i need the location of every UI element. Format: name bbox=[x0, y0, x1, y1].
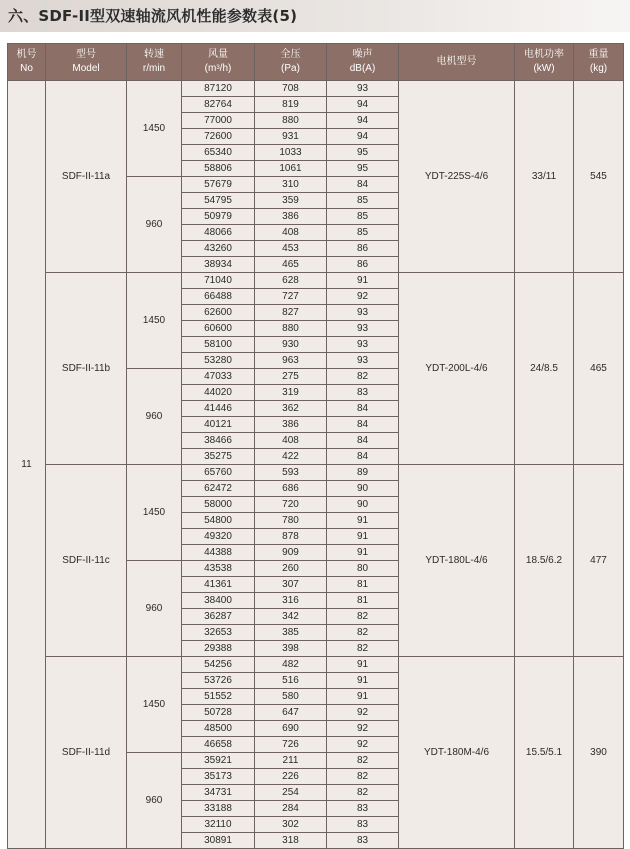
table-body bbox=[8, 81, 624, 849]
table-row bbox=[8, 465, 624, 481]
page-title: 六、SDF-II型双速轴流风机性能参数表(5) bbox=[0, 0, 630, 32]
header-power: 电机功率 (kW) bbox=[515, 44, 574, 81]
noise-cell: 83 bbox=[327, 833, 399, 849]
speed-cell: 1450 bbox=[127, 81, 182, 177]
noise-cell: 82 bbox=[327, 625, 399, 641]
airflow-cell: 60600 bbox=[182, 321, 255, 337]
noise-cell: 81 bbox=[327, 577, 399, 593]
pressure-cell: 880 bbox=[255, 113, 327, 129]
noise-cell: 92 bbox=[327, 705, 399, 721]
speed-cell: 1450 bbox=[127, 657, 182, 753]
weight-cell: 477 bbox=[574, 465, 624, 657]
noise-cell: 92 bbox=[327, 721, 399, 737]
noise-cell: 92 bbox=[327, 289, 399, 305]
airflow-cell: 44020 bbox=[182, 385, 255, 401]
airflow-cell: 43260 bbox=[182, 241, 255, 257]
header-noise: 噪声 dB(A) bbox=[327, 44, 399, 81]
pressure-cell: 963 bbox=[255, 353, 327, 369]
noise-cell: 84 bbox=[327, 401, 399, 417]
airflow-cell: 38466 bbox=[182, 433, 255, 449]
table-row bbox=[8, 81, 624, 97]
speed-cell: 960 bbox=[127, 369, 182, 465]
airflow-cell: 54800 bbox=[182, 513, 255, 529]
speed-cell: 960 bbox=[127, 753, 182, 849]
noise-cell: 94 bbox=[327, 97, 399, 113]
noise-cell: 85 bbox=[327, 225, 399, 241]
noise-cell: 91 bbox=[327, 529, 399, 545]
noise-cell: 93 bbox=[327, 305, 399, 321]
noise-cell: 81 bbox=[327, 593, 399, 609]
airflow-cell: 71040 bbox=[182, 273, 255, 289]
performance-table bbox=[7, 43, 624, 849]
pressure-cell: 318 bbox=[255, 833, 327, 849]
table-row bbox=[8, 657, 624, 673]
pressure-cell: 780 bbox=[255, 513, 327, 529]
airflow-cell: 51552 bbox=[182, 689, 255, 705]
airflow-cell: 38934 bbox=[182, 257, 255, 273]
power-cell: 33/11 bbox=[515, 81, 574, 273]
airflow-cell: 58000 bbox=[182, 497, 255, 513]
speed-cell: 1450 bbox=[127, 465, 182, 561]
noise-cell: 83 bbox=[327, 801, 399, 817]
airflow-cell: 34731 bbox=[182, 785, 255, 801]
airflow-cell: 49320 bbox=[182, 529, 255, 545]
speed-cell: 960 bbox=[127, 177, 182, 273]
pressure-cell: 453 bbox=[255, 241, 327, 257]
pressure-cell: 319 bbox=[255, 385, 327, 401]
pressure-cell: 385 bbox=[255, 625, 327, 641]
airflow-cell: 41446 bbox=[182, 401, 255, 417]
power-cell: 18.5/6.2 bbox=[515, 465, 574, 657]
noise-cell: 91 bbox=[327, 273, 399, 289]
header-speed: 转速 r/min bbox=[127, 44, 182, 81]
pressure-cell: 386 bbox=[255, 209, 327, 225]
header-weight: 重量 (kg) bbox=[574, 44, 624, 81]
speed-cell: 1450 bbox=[127, 273, 182, 369]
airflow-cell: 65760 bbox=[182, 465, 255, 481]
pressure-cell: 284 bbox=[255, 801, 327, 817]
pressure-cell: 1033 bbox=[255, 145, 327, 161]
noise-cell: 93 bbox=[327, 353, 399, 369]
airflow-cell: 35275 bbox=[182, 449, 255, 465]
noise-cell: 84 bbox=[327, 449, 399, 465]
noise-cell: 82 bbox=[327, 769, 399, 785]
airflow-cell: 35173 bbox=[182, 769, 255, 785]
pressure-cell: 690 bbox=[255, 721, 327, 737]
airflow-cell: 48066 bbox=[182, 225, 255, 241]
machine-no-cell: 11 bbox=[8, 81, 46, 849]
header-model: 型号 Model bbox=[46, 44, 127, 81]
pressure-cell: 726 bbox=[255, 737, 327, 753]
airflow-cell: 72600 bbox=[182, 129, 255, 145]
model-cell: SDF-II-11c bbox=[46, 465, 127, 657]
pressure-cell: 254 bbox=[255, 785, 327, 801]
airflow-cell: 66488 bbox=[182, 289, 255, 305]
pressure-cell: 1061 bbox=[255, 161, 327, 177]
noise-cell: 82 bbox=[327, 641, 399, 657]
model-cell: SDF-II-11b bbox=[46, 273, 127, 465]
weight-cell: 390 bbox=[574, 657, 624, 849]
pressure-cell: 880 bbox=[255, 321, 327, 337]
airflow-cell: 77000 bbox=[182, 113, 255, 129]
pressure-cell: 465 bbox=[255, 257, 327, 273]
weight-cell: 545 bbox=[574, 81, 624, 273]
noise-cell: 93 bbox=[327, 337, 399, 353]
noise-cell: 85 bbox=[327, 193, 399, 209]
noise-cell: 91 bbox=[327, 513, 399, 529]
pressure-cell: 482 bbox=[255, 657, 327, 673]
airflow-cell: 32110 bbox=[182, 817, 255, 833]
pressure-cell: 727 bbox=[255, 289, 327, 305]
airflow-cell: 87120 bbox=[182, 81, 255, 97]
pressure-cell: 909 bbox=[255, 545, 327, 561]
motor-cell: YDT-200L-4/6 bbox=[399, 273, 515, 465]
pressure-cell: 408 bbox=[255, 433, 327, 449]
airflow-cell: 54795 bbox=[182, 193, 255, 209]
airflow-cell: 38400 bbox=[182, 593, 255, 609]
pressure-cell: 647 bbox=[255, 705, 327, 721]
pressure-cell: 516 bbox=[255, 673, 327, 689]
power-cell: 15.5/5.1 bbox=[515, 657, 574, 849]
airflow-cell: 36287 bbox=[182, 609, 255, 625]
noise-cell: 95 bbox=[327, 145, 399, 161]
airflow-cell: 32653 bbox=[182, 625, 255, 641]
noise-cell: 93 bbox=[327, 321, 399, 337]
noise-cell: 93 bbox=[327, 81, 399, 97]
pressure-cell: 342 bbox=[255, 609, 327, 625]
header-airflow: 风量 $(m^3/h)$ bbox=[182, 44, 255, 81]
airflow-cell: 65340 bbox=[182, 145, 255, 161]
noise-cell: 84 bbox=[327, 433, 399, 449]
noise-cell: 86 bbox=[327, 241, 399, 257]
noise-cell: 92 bbox=[327, 737, 399, 753]
airflow-cell: 41361 bbox=[182, 577, 255, 593]
noise-cell: 84 bbox=[327, 417, 399, 433]
airflow-cell: 44388 bbox=[182, 545, 255, 561]
noise-cell: 90 bbox=[327, 481, 399, 497]
noise-cell: 83 bbox=[327, 817, 399, 833]
speed-cell: 960 bbox=[127, 561, 182, 657]
airflow-cell: 35921 bbox=[182, 753, 255, 769]
noise-cell: 82 bbox=[327, 369, 399, 385]
pressure-cell: 275 bbox=[255, 369, 327, 385]
airflow-cell: 58806 bbox=[182, 161, 255, 177]
airflow-cell: 57679 bbox=[182, 177, 255, 193]
noise-cell: 80 bbox=[327, 561, 399, 577]
noise-cell: 82 bbox=[327, 785, 399, 801]
pressure-cell: 827 bbox=[255, 305, 327, 321]
airflow-cell: 33188 bbox=[182, 801, 255, 817]
motor-cell: YDT-180M-4/6 bbox=[399, 657, 515, 849]
pressure-cell: 302 bbox=[255, 817, 327, 833]
noise-cell: 90 bbox=[327, 497, 399, 513]
airflow-cell: 40121 bbox=[182, 417, 255, 433]
header-motor: 电机型号 bbox=[399, 44, 515, 81]
table-row bbox=[8, 273, 624, 289]
noise-cell: 91 bbox=[327, 545, 399, 561]
pressure-cell: 362 bbox=[255, 401, 327, 417]
noise-cell: 91 bbox=[327, 673, 399, 689]
noise-cell: 82 bbox=[327, 753, 399, 769]
pressure-cell: 226 bbox=[255, 769, 327, 785]
pressure-cell: 398 bbox=[255, 641, 327, 657]
airflow-cell: 62600 bbox=[182, 305, 255, 321]
noise-cell: 83 bbox=[327, 385, 399, 401]
pressure-cell: 930 bbox=[255, 337, 327, 353]
noise-cell: 85 bbox=[327, 209, 399, 225]
pressure-cell: 316 bbox=[255, 593, 327, 609]
airflow-cell: 53726 bbox=[182, 673, 255, 689]
airflow-cell: 54256 bbox=[182, 657, 255, 673]
airflow-cell: 50979 bbox=[182, 209, 255, 225]
airflow-cell: 29388 bbox=[182, 641, 255, 657]
airflow-cell: 58100 bbox=[182, 337, 255, 353]
header-pressure: 全压 (Pa) bbox=[255, 44, 327, 81]
airflow-cell: 43538 bbox=[182, 561, 255, 577]
motor-cell: YDT-225S-4/6 bbox=[399, 81, 515, 273]
pressure-cell: 310 bbox=[255, 177, 327, 193]
noise-cell: 91 bbox=[327, 689, 399, 705]
pressure-cell: 720 bbox=[255, 497, 327, 513]
airflow-cell: 48500 bbox=[182, 721, 255, 737]
pressure-cell: 408 bbox=[255, 225, 327, 241]
header-row bbox=[8, 44, 624, 81]
pressure-cell: 359 bbox=[255, 193, 327, 209]
pressure-cell: 580 bbox=[255, 689, 327, 705]
pressure-cell: 708 bbox=[255, 81, 327, 97]
noise-cell: 91 bbox=[327, 657, 399, 673]
noise-cell: 82 bbox=[327, 609, 399, 625]
airflow-cell: 50728 bbox=[182, 705, 255, 721]
noise-cell: 86 bbox=[327, 257, 399, 273]
noise-cell: 84 bbox=[327, 177, 399, 193]
pressure-cell: 931 bbox=[255, 129, 327, 145]
model-cell: SDF-II-11a bbox=[46, 81, 127, 273]
airflow-cell: 47033 bbox=[182, 369, 255, 385]
airflow-cell: 30891 bbox=[182, 833, 255, 849]
pressure-cell: 307 bbox=[255, 577, 327, 593]
pressure-cell: 819 bbox=[255, 97, 327, 113]
power-cell: 24/8.5 bbox=[515, 273, 574, 465]
noise-cell: 94 bbox=[327, 113, 399, 129]
airflow-cell: 53280 bbox=[182, 353, 255, 369]
spec-table-container bbox=[7, 43, 624, 849]
airflow-cell: 82764 bbox=[182, 97, 255, 113]
pressure-cell: 386 bbox=[255, 417, 327, 433]
pressure-cell: 593 bbox=[255, 465, 327, 481]
model-cell: SDF-II-11d bbox=[46, 657, 127, 849]
pressure-cell: 211 bbox=[255, 753, 327, 769]
airflow-cell: 62472 bbox=[182, 481, 255, 497]
pressure-cell: 422 bbox=[255, 449, 327, 465]
header-machine-no: 机号 No bbox=[8, 44, 46, 81]
pressure-cell: 686 bbox=[255, 481, 327, 497]
pressure-cell: 260 bbox=[255, 561, 327, 577]
noise-cell: 89 bbox=[327, 465, 399, 481]
pressure-cell: 878 bbox=[255, 529, 327, 545]
airflow-cell: 46658 bbox=[182, 737, 255, 753]
noise-cell: 95 bbox=[327, 161, 399, 177]
weight-cell: 465 bbox=[574, 273, 624, 465]
noise-cell: 94 bbox=[327, 129, 399, 145]
motor-cell: YDT-180L-4/6 bbox=[399, 465, 515, 657]
pressure-cell: 628 bbox=[255, 273, 327, 289]
